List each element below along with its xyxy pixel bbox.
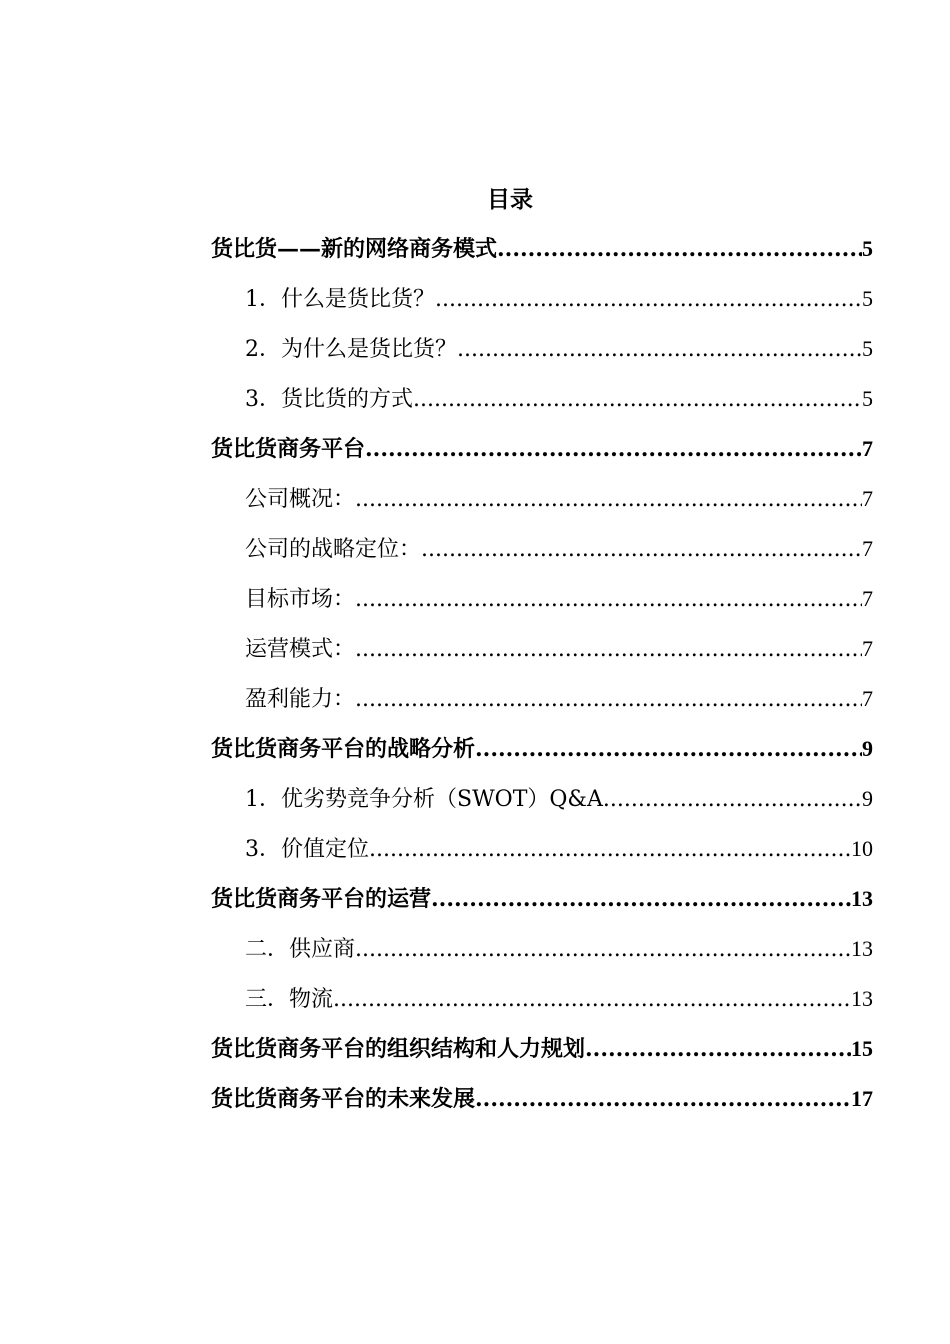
toc-entry-page: 5	[862, 336, 873, 361]
toc-entry-label: 1．优劣势竞争分析（SWOT）Q&A	[245, 787, 603, 812]
toc-entry[interactable]	[211, 332, 873, 382]
toc-entry-page: 7	[862, 586, 873, 611]
toc-leader-dots	[355, 583, 862, 617]
toc-leader-dots	[355, 633, 862, 667]
toc-entry-page: 13	[851, 886, 873, 911]
table-of-contents	[211, 232, 873, 1132]
toc-leader-dots	[421, 533, 862, 567]
toc-entry-label: 货比货商务平台的战略分析	[211, 736, 476, 762]
toc-entry[interactable]	[211, 432, 873, 482]
toc-entry[interactable]	[211, 832, 873, 882]
toc-leader-dots	[355, 933, 851, 967]
toc-entry-label: 公司概况：	[245, 487, 356, 512]
toc-entry-label: 二．供应商	[245, 937, 356, 962]
toc-entry[interactable]	[211, 782, 873, 832]
toc-leader-dots	[585, 1032, 851, 1066]
toc-entry-page: 7	[862, 636, 873, 661]
toc-entry[interactable]	[211, 1082, 873, 1132]
toc-entry-page: 5	[862, 386, 873, 411]
toc-entry-page: 7	[862, 686, 873, 711]
toc-leader-dots	[431, 882, 851, 916]
toc-entry-label: 运营模式：	[245, 637, 356, 662]
toc-entry-page: 7	[862, 486, 873, 511]
toc-entry-page: 13	[851, 936, 873, 961]
toc-leader-dots	[475, 732, 862, 766]
toc-entry[interactable]	[211, 582, 873, 632]
toc-leader-dots	[413, 383, 862, 417]
toc-entry-label: 公司的战略定位：	[245, 537, 422, 562]
toc-leader-dots	[457, 333, 862, 367]
toc-entry[interactable]	[211, 282, 873, 332]
toc-leader-dots	[475, 1082, 851, 1116]
toc-entry-label: 货比货商务平台的运营	[211, 886, 432, 912]
toc-entry[interactable]	[211, 882, 873, 932]
toc-entry-label: 货比货商务平台的未来发展	[211, 1086, 476, 1112]
toc-entry-label: 2．为什么是货比货？	[245, 337, 457, 362]
toc-entry-page: 7	[862, 436, 873, 461]
toc-leader-dots	[355, 683, 862, 717]
toc-entry-label: 货比货——新的网络商务模式	[211, 236, 498, 262]
toc-entry[interactable]	[211, 982, 873, 1032]
toc-entry-label: 三．物流	[245, 987, 334, 1012]
toc-entry-page: 13	[851, 986, 873, 1011]
toc-leader-dots	[365, 432, 862, 466]
toc-entry-label: 3．货比货的方式	[245, 387, 413, 412]
toc-leader-dots	[355, 483, 862, 517]
toc-entry-page: 15	[851, 1036, 873, 1061]
toc-leader-dots	[435, 283, 862, 317]
toc-leader-dots	[369, 833, 851, 867]
toc-entry[interactable]	[211, 232, 873, 282]
toc-entry-page: 9	[862, 736, 873, 761]
toc-entry[interactable]	[211, 532, 873, 582]
toc-entry-label: 盈利能力：	[245, 687, 356, 712]
toc-entry-page: 9	[862, 786, 873, 811]
toc-leader-dots	[497, 232, 862, 266]
toc-entry[interactable]	[211, 1032, 873, 1082]
toc-entry-label: 1．什么是货比货？	[245, 287, 435, 312]
toc-entry[interactable]	[211, 482, 873, 532]
toc-entry-page: 7	[862, 536, 873, 561]
toc-entry[interactable]	[211, 382, 873, 432]
toc-leader-dots	[603, 783, 862, 817]
toc-entry-page: 5	[862, 236, 873, 261]
toc-entry-page: 5	[862, 286, 873, 311]
toc-title: 目录	[487, 186, 533, 213]
toc-entry-page: 10	[851, 836, 873, 861]
toc-entry-page: 17	[851, 1086, 873, 1111]
toc-entry[interactable]	[211, 632, 873, 682]
toc-leader-dots	[333, 983, 851, 1017]
toc-entry-label: 目标市场：	[245, 587, 356, 612]
toc-entry-label: 货比货商务平台的组织结构和人力规划	[211, 1036, 586, 1062]
toc-entry-label: 3．价值定位	[245, 837, 369, 862]
toc-entry-label: 货比货商务平台	[211, 436, 366, 462]
toc-entry[interactable]	[211, 682, 873, 732]
toc-entry[interactable]	[211, 932, 873, 982]
toc-entry[interactable]	[211, 732, 873, 782]
